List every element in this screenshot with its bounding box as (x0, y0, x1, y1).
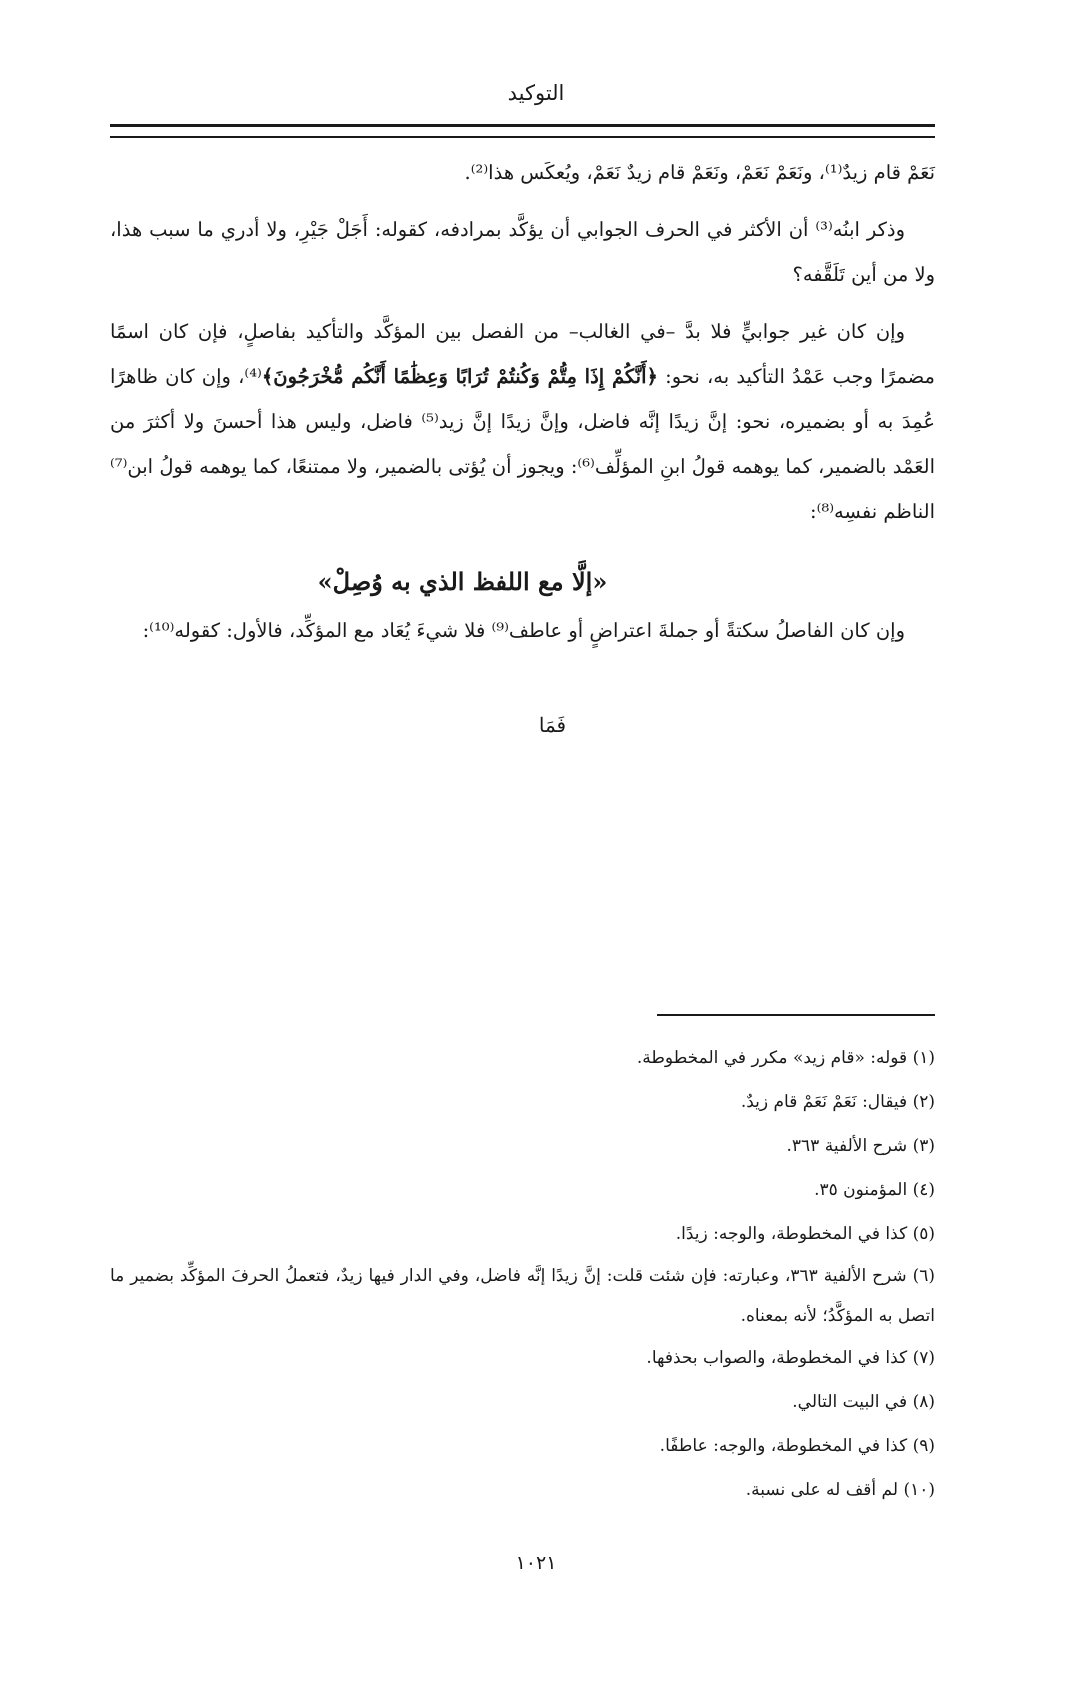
footnote-7: (٧) كذا في المخطوطة، والصواب بحذفها. (646, 1348, 935, 1368)
footnote-separator (657, 1014, 935, 1016)
footnote-9: (٩) كذا في المخطوطة، والوجه: عاطفًا. (659, 1436, 935, 1456)
footnotes (110, 1036, 935, 1512)
footnote-10: (١٠) لم أقف له على نسبة. (745, 1480, 935, 1500)
footnote-2: (٢) فيقال: نَعَمْ نَعَمْ قام زيدٌ. (740, 1092, 935, 1112)
main-text (110, 150, 935, 768)
paragraph-3-text-b: ⁽⁴⁾، وإن كان ظاهرًا عُمِدَ به أو بضميره، نحو: إنَّ زيدًا إنَّه فاضل، وإنَّ زيدًا إنَّ زيد⁽⁵⁾ فاضل، وليس هذا أحسنَ ولا أكثرَ من العَمْد بالضمير، كما يوهمه قولُ ابنِ المؤلِّف⁽⁶⁾: ويجوز أن يُؤتى بالضمير، ولا ممتنعًا، كما يوهمه قولُ ابن⁽⁷⁾ الناظم نفسِه⁽⁸⁾: (110, 365, 936, 523)
header-rule-thin (110, 136, 935, 138)
header-rule-thick (110, 124, 935, 127)
paragraph-3 (110, 309, 935, 534)
verse-heading: «إلَّا مع اللفظ الذي به وُصِلْ» (317, 567, 608, 596)
page-number: ١٠٢١ (515, 1552, 557, 1574)
running-header: التوكيد (507, 81, 565, 105)
paragraph-3-text-a: وإن كان غير جوابيٍّ فلا بدَّ –في الغالب– من الفصل بين المؤكَّد والتأكيد بفاصلٍ، فإن كان اسمًا مضمرًا وجب عَمْدُ التأكيد به، نحو: (110, 320, 935, 388)
footnote-1: (١) قوله: «قام زيد» مكرر في المخطوطة. (636, 1048, 935, 1068)
footnote-4: (٤) المؤمنون ٣٥. (814, 1180, 935, 1200)
paragraph-2: وذكر ابنُه⁽³⁾ أن الأكثر في الحرف الجوابي أن يؤكَّد بمرادفه، كقوله: أَجَلْ جَيْرِ، ولا أدري ما سبب هذا، ولا من أين تَلَقَّفه؟ (110, 218, 935, 286)
footnote-5: (٥) كذا في المخطوطة، والوجه: زيدًا. (675, 1224, 935, 1244)
footnote-3: (٣) شرح الألفية ٣٦٣. (786, 1136, 935, 1156)
paragraph-4: وإن كان الفاصلُ سكتةً أو جملةَ اعتراضٍ أو عاطف⁽⁹⁾ فلا شيءَ يُعَاد مع المؤكِّد، فالأول: كقوله⁽¹⁰⁾: (142, 619, 905, 642)
verse-fragment: فَمَا (538, 713, 567, 737)
quran-verse: ﴿أَنَّكُمْ إِذَا مِتُّمْ وَكُنتُمْ تُرَابًا وَعِظَٰمًا أَنَّكُم مُّخْرَجُونَ﴾ (261, 365, 658, 388)
paragraph-1: نَعَمْ قام زيدٌ⁽¹⁾، ونَعَمْ نَعَمْ، ونَعَمْ قام زيدٌ نَعَمْ، ويُعكَس هذا⁽²⁾. (464, 161, 935, 184)
footnote-8: (٨) في البيت التالي. (792, 1392, 935, 1412)
footnote-6: (٦) شرح الألفية ٣٦٣، وعبارته: فإن شئت قلت: إنَّ زيدًا إنَّه فاضل، وفي الدار فيها زيدٌ، فتعملُ الحرفَ المؤكِّد بضمير ما اتصل به المؤكَّدُ؛ لأنه بمعناه. (110, 1266, 935, 1326)
